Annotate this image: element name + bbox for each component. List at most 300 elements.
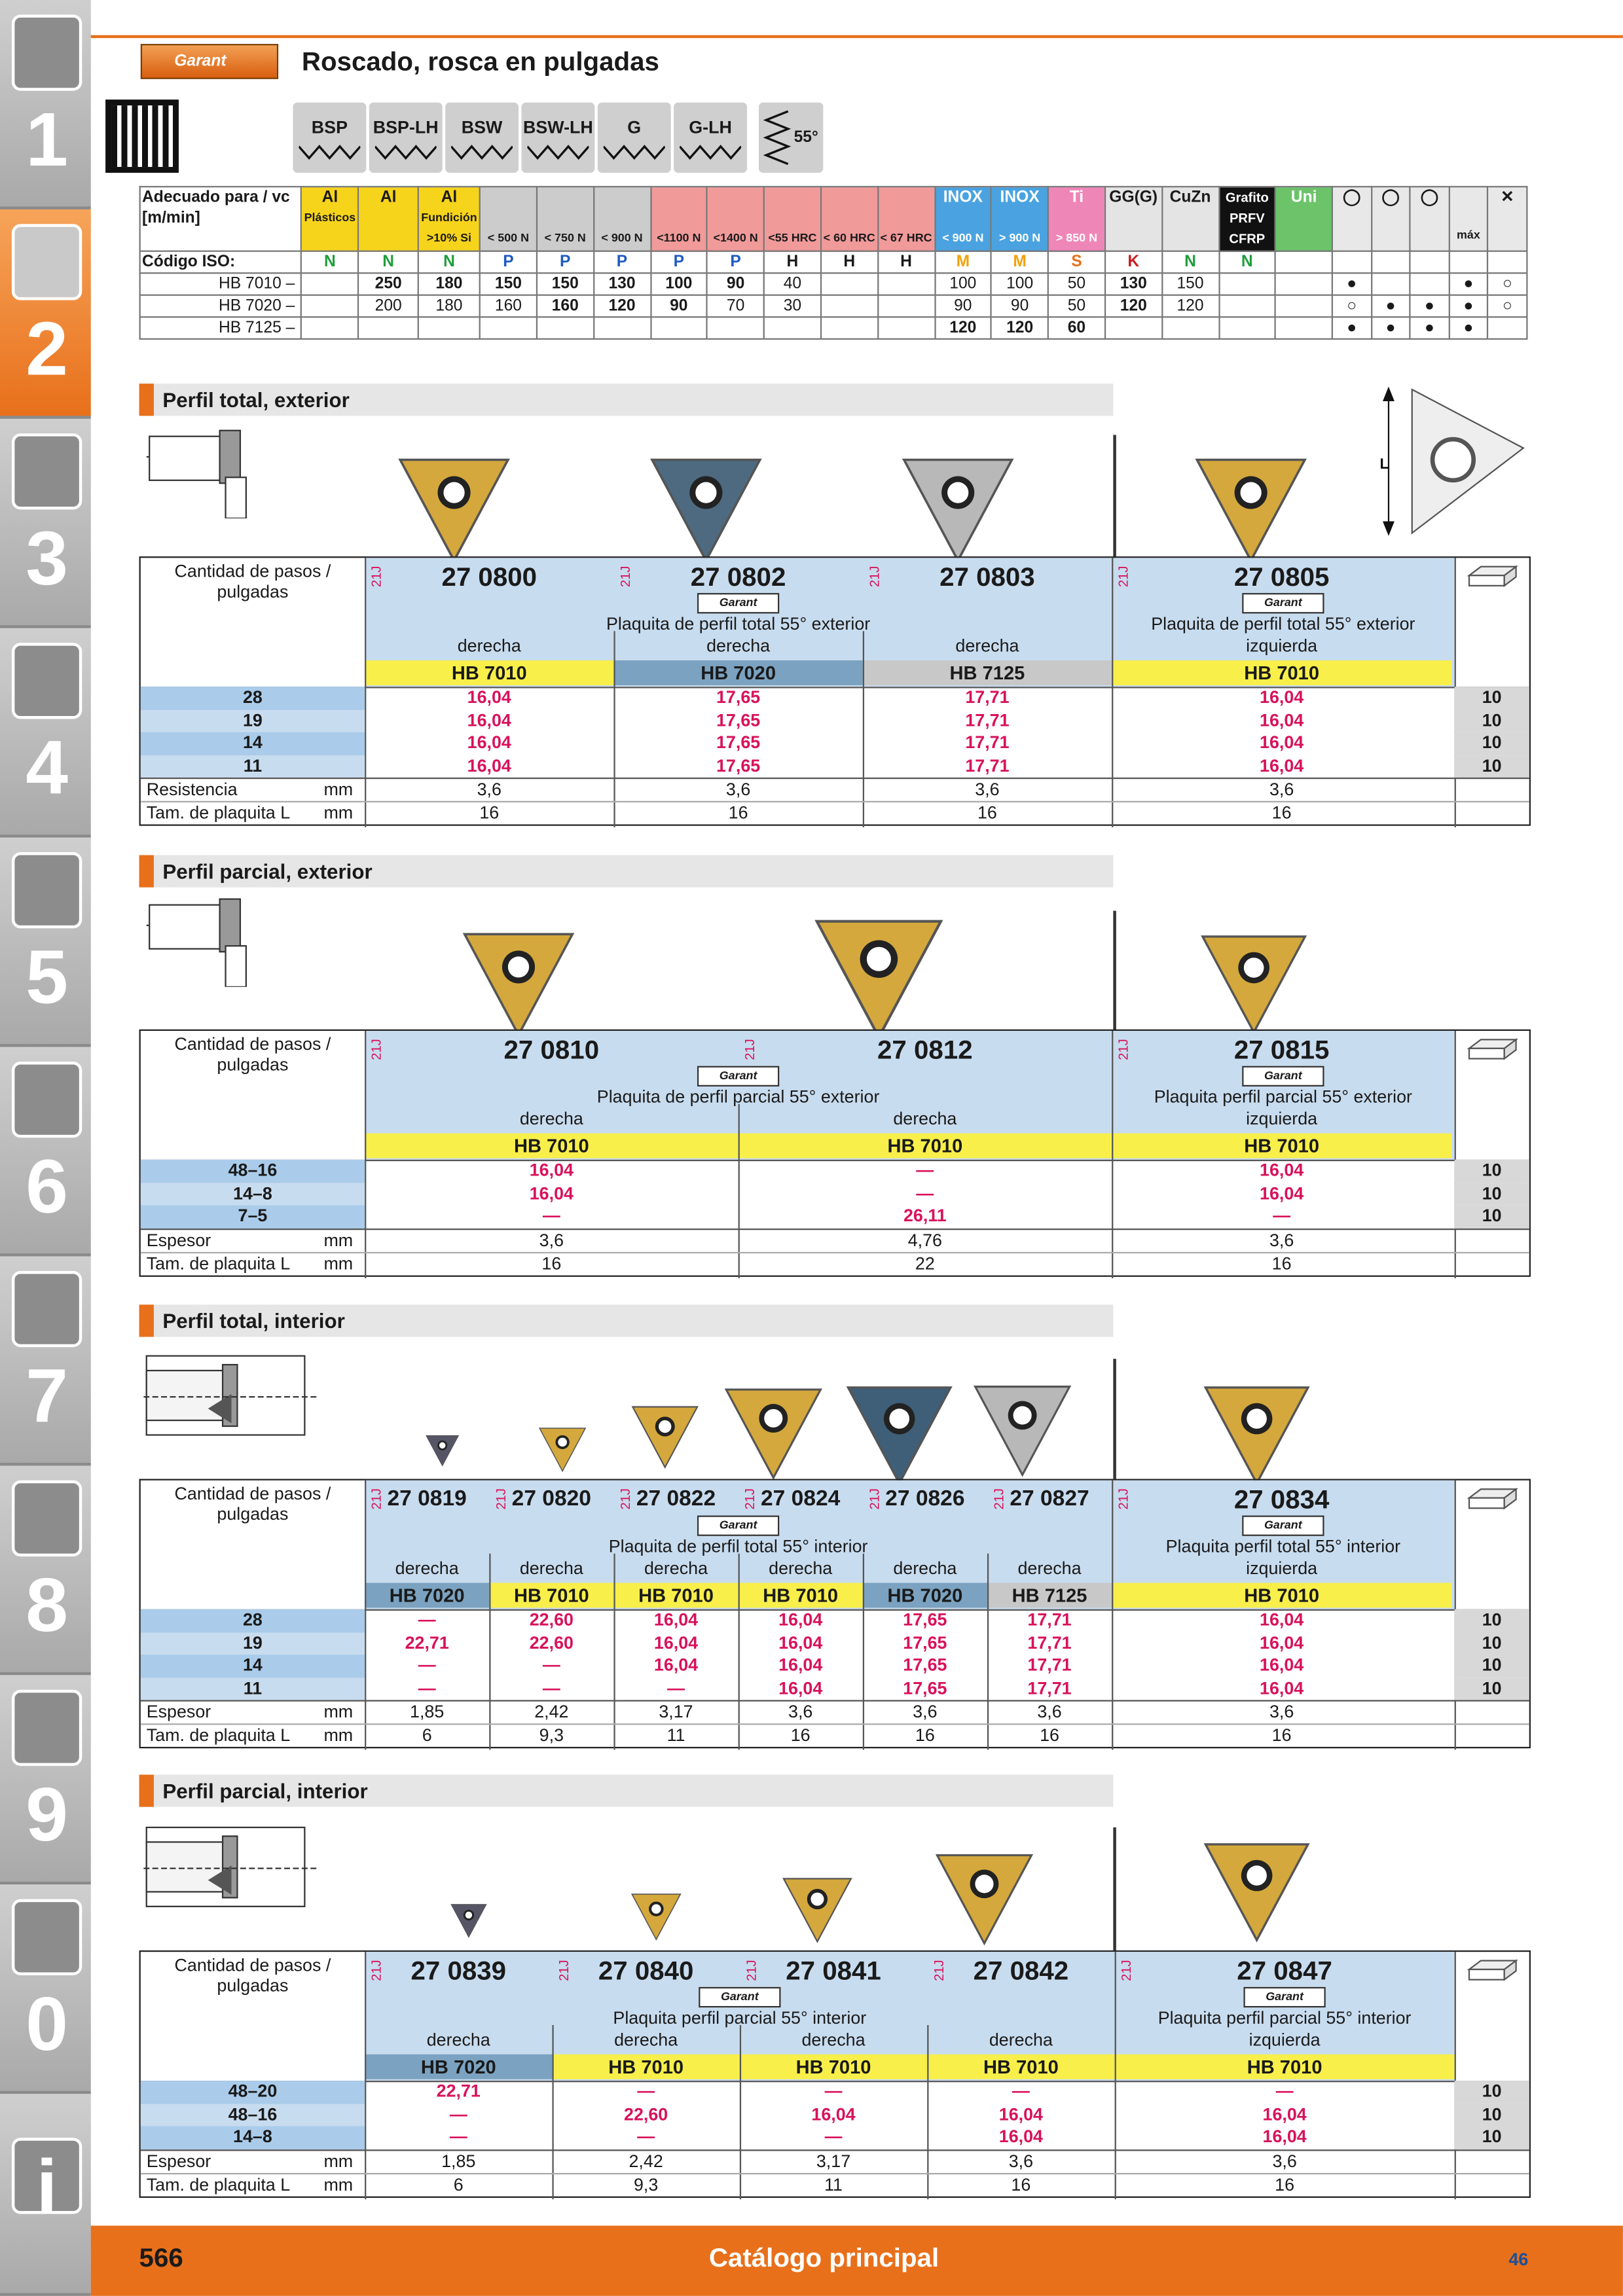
insert-image-27-0839 xyxy=(450,1901,488,1946)
hand-label: derecha xyxy=(519,1108,583,1129)
pitch-value: 28 xyxy=(242,687,263,708)
dimension-value: 3,17 xyxy=(816,2150,851,2171)
price-cell[interactable]: 16,04 xyxy=(467,709,511,730)
article-number: 27 0819 xyxy=(387,1486,467,1511)
code-tag: 21J xyxy=(369,1960,384,1981)
price-cell[interactable]: 16,04 xyxy=(998,2103,1043,2125)
article-number: 27 0839 xyxy=(410,1956,507,1986)
hand-label: derecha xyxy=(519,1558,583,1579)
grade-label: HB 7010 xyxy=(613,1583,738,1607)
dimension-value: 1,85 xyxy=(441,2150,476,2171)
hand-label: derecha xyxy=(457,635,521,656)
dimension-value: 3,6 xyxy=(1037,1701,1062,1722)
grade-label: HB 7020 xyxy=(365,1583,489,1607)
dimension-value: 16 xyxy=(728,802,748,823)
thread-code-g-lh: G-LH xyxy=(674,103,747,173)
dimension-value: 11 xyxy=(666,1725,685,1746)
pitch-value: 28 xyxy=(242,1609,263,1630)
garant-mini-logo: Garant xyxy=(365,590,1112,614)
thread-code-g: G xyxy=(598,103,671,173)
dimension-value: 11 xyxy=(824,2174,843,2195)
dimension-value: 16 xyxy=(915,1725,935,1746)
pack-quantity: 10 xyxy=(1482,1159,1502,1181)
hand-label: derecha xyxy=(426,2029,490,2051)
price-cell[interactable]: — xyxy=(418,1655,436,1676)
pitch-value: 7–5 xyxy=(238,1205,268,1226)
price-cell[interactable]: 16,04 xyxy=(1260,1677,1304,1698)
price-cell[interactable]: 22,60 xyxy=(529,1632,574,1653)
price-cell[interactable]: 16,04 xyxy=(653,1655,699,1676)
price-cell[interactable]: 17,65 xyxy=(716,709,761,730)
chapter-tab-1[interactable]: 1 xyxy=(0,0,91,209)
shape-round-icon: ◯ xyxy=(1332,187,1371,251)
dimension-label: Espesor xyxy=(146,1701,211,1722)
grade-label: HB 7010 xyxy=(739,1583,863,1607)
insert-image-27-0810 xyxy=(460,922,577,1047)
pack-quantity: 10 xyxy=(1482,1677,1502,1698)
article-number: 27 0820 xyxy=(511,1486,591,1511)
hand-label: derecha xyxy=(989,2029,1053,2051)
dimension-value: 22 xyxy=(915,1252,935,1274)
toolbox-icon xyxy=(12,1480,82,1556)
code-tag: 21J xyxy=(369,1488,384,1510)
insert-image-27-0827 xyxy=(971,1376,1074,1486)
price-cell[interactable]: 16,04 xyxy=(1260,687,1304,708)
dimension-value: 4,76 xyxy=(907,1229,942,1250)
dimension-value: 16 xyxy=(1271,1252,1292,1274)
grade-label: HB 7010 xyxy=(1115,2054,1455,2079)
hand-label: derecha xyxy=(395,1558,459,1579)
thread-code-bsp-lh: BSP-LH xyxy=(369,103,443,173)
dimension-value: 3,6 xyxy=(725,779,751,800)
insert-description: Plaquita de perfil parcial 55° exterior xyxy=(596,1086,880,1107)
insert-image-27-0824 xyxy=(722,1379,825,1489)
pack-quantity: 10 xyxy=(1482,709,1502,730)
code-tag: 21J xyxy=(556,1960,572,1981)
material-suitability-table: Adecuado para / vc [m/min] Al Plásticos Al Al Fundición >10% Si < 500 N < 750 N < 900 N <1100 N <1400 N <55 HRC < 60 HRC < 67 HRC INOX < 900 N INOX > 900 N Ti > 850 N GG(G) CuZn Grafito PRFV CFRP Uni ◯ ◯ ◯ máx ✕ Código ISO: N N N P P P P P H H H M M S K N N HB 7010 – 250 180 150 150 130 100 90 40 100 100 50 130 150 ● ● ○ HB 7020 – 200 180 160 160 120 90 70 30 90 90 50 120 120 ○ ● ● ● ○ HB 7125 – 120 120 60 ● ● ● ● xyxy=(139,186,1528,340)
insert-dimension-diagram xyxy=(1371,384,1532,545)
insert-image-27-0812 xyxy=(811,908,946,1050)
dimension-label: Tam. de plaquita L xyxy=(146,802,291,823)
code-tag: 21J xyxy=(369,565,384,588)
pliers-icon xyxy=(12,1271,82,1347)
price-cell[interactable]: — xyxy=(916,1182,934,1203)
price-cell[interactable]: 16,04 xyxy=(778,1632,823,1653)
hand-label: izquierda xyxy=(1246,1558,1318,1579)
hand-label: derecha xyxy=(706,635,771,656)
price-cell[interactable]: 16,04 xyxy=(653,1632,699,1653)
dimension-value: 3,6 xyxy=(1272,2150,1297,2171)
insert-image-27-0820 xyxy=(538,1424,587,1480)
dimension-value: 6 xyxy=(453,2174,464,2195)
section-divider xyxy=(1113,911,1116,1031)
price-cell[interactable]: 17,65 xyxy=(903,1677,947,1698)
chapter-tab-4[interactable]: 4 xyxy=(0,628,91,838)
code-tag: 21J xyxy=(618,565,633,588)
product-table xyxy=(139,556,1531,826)
hand-label: derecha xyxy=(769,1558,833,1579)
caliper-icon xyxy=(12,643,82,719)
insert-description: Plaquita perfil parcial 55° exterior xyxy=(1154,1086,1413,1107)
article-number: 27 0802 xyxy=(690,562,786,592)
grade-row-hb7020: HB 7020 – 200 180 160 160 120 90 70 30 90 90 50 120 120 ○ ● ● ● ○ xyxy=(140,295,1527,317)
pitch-value: 19 xyxy=(242,709,263,730)
price-cell[interactable]: 26,11 xyxy=(903,1205,947,1226)
insert-image-27-0815 xyxy=(1198,925,1309,1044)
grade-label: HB 7010 xyxy=(365,1134,739,1158)
grade-label: HB 7010 xyxy=(1112,1134,1451,1158)
section-divider xyxy=(1113,1827,1116,1950)
tool-schematic-icon xyxy=(143,896,261,987)
grade-label: HB 7010 xyxy=(1112,1583,1451,1607)
pitch-value: 48–20 xyxy=(228,2081,278,2102)
dimension-value: 16 xyxy=(1271,1725,1292,1746)
article-number: 27 0827 xyxy=(1010,1486,1089,1511)
section-title: Perfil total, exterior xyxy=(139,384,1114,416)
chapter-tab-info[interactable]: i xyxy=(0,2094,91,2296)
dimension-value: 2,42 xyxy=(629,2150,663,2171)
drill-icon xyxy=(12,14,82,90)
price-cell[interactable]: 16,04 xyxy=(1260,709,1304,730)
insert-image-27-0826 xyxy=(844,1376,955,1495)
price-cell[interactable]: 16,04 xyxy=(1260,1655,1304,1676)
grinding-disc-icon xyxy=(12,852,82,928)
price-cell[interactable]: 17,65 xyxy=(903,1655,947,1676)
package-box-icon xyxy=(1455,1486,1529,1516)
garant-mini-logo: Garant xyxy=(365,1063,1112,1086)
hand-label: derecha xyxy=(644,1558,708,1579)
article-number: 27 0841 xyxy=(786,1956,881,1986)
hand-label: derecha xyxy=(893,1108,957,1129)
price-cell[interactable]: 17,71 xyxy=(965,732,1010,753)
price-cell[interactable]: 17,65 xyxy=(716,732,761,753)
chapter-tab-2[interactable]: 2 xyxy=(0,209,91,419)
dimension-value: 1,85 xyxy=(410,1701,445,1722)
dimension-value: 16 xyxy=(1040,1725,1059,1746)
code-tag: 21J xyxy=(1119,1960,1134,1981)
price-cell[interactable]: 17,71 xyxy=(1027,1677,1072,1698)
code-tag: 21J xyxy=(1116,1488,1131,1510)
pack-quantity: 10 xyxy=(1482,2103,1502,2125)
coolant-icon: máx xyxy=(1449,187,1487,251)
dimension-value: 3,17 xyxy=(659,1701,693,1722)
code-tag: 21J xyxy=(931,1960,947,1981)
price-cell[interactable]: 17,65 xyxy=(903,1609,947,1630)
code-tag: 21J xyxy=(1116,565,1131,588)
price-cell[interactable]: — xyxy=(667,1677,685,1698)
product-table xyxy=(139,1479,1531,1749)
pack-quantity: 10 xyxy=(1482,1205,1502,1226)
dimension-label: Tam. de plaquita L xyxy=(146,1252,291,1274)
thread-angle-badge: 55° xyxy=(759,103,823,173)
dimension-value: 16 xyxy=(479,802,500,823)
price-cell[interactable]: 22,71 xyxy=(436,2081,481,2102)
insert-image-27-0822 xyxy=(630,1400,700,1478)
price-cell[interactable]: — xyxy=(637,2126,655,2147)
grade-label: HB 7010 xyxy=(489,1583,613,1607)
shape-interrupted-icon: ◯ xyxy=(1371,187,1410,251)
price-cell[interactable]: 22,60 xyxy=(529,1609,574,1630)
pitch-value: 19 xyxy=(242,1632,263,1653)
pitch-label: Cantidad de pasos / pulgadas xyxy=(174,1483,331,1524)
dimension-unit: mm xyxy=(323,779,354,800)
pack-quantity: 10 xyxy=(1482,1655,1502,1676)
price-cell[interactable]: 16,04 xyxy=(467,732,511,753)
price-cell[interactable]: — xyxy=(824,2126,843,2147)
insert-image-27-0802 xyxy=(647,448,765,573)
pitch-label: Cantidad de pasos / pulgadas xyxy=(174,560,331,602)
grade-label: HB 7010 xyxy=(927,2054,1114,2079)
price-cell[interactable]: — xyxy=(1273,1205,1291,1226)
price-cell[interactable]: — xyxy=(542,1655,560,1676)
dimension-value: 16 xyxy=(790,1725,811,1746)
garant-mini-logo: Garant xyxy=(365,1513,1112,1536)
dimension-value: 3,6 xyxy=(913,1701,938,1722)
code-tag: 21J xyxy=(867,1488,882,1510)
dimension-value: 16 xyxy=(1275,2174,1295,2195)
price-cell[interactable]: — xyxy=(449,2103,467,2125)
product-table xyxy=(139,1950,1531,2197)
pitch-value: 14 xyxy=(242,1655,263,1676)
insert-description: Plaquita de perfil total 55° exterior xyxy=(1151,613,1415,634)
price-cell[interactable]: 16,04 xyxy=(1260,1159,1304,1181)
pack-quantity: 10 xyxy=(1482,732,1502,753)
price-cell[interactable]: 16,04 xyxy=(529,1182,574,1203)
hand-label: derecha xyxy=(893,1558,957,1579)
price-cell[interactable]: 22,71 xyxy=(405,1632,449,1653)
code-tag: 21J xyxy=(744,1960,759,1981)
grade-label: HB 7020 xyxy=(613,660,862,685)
package-box-icon xyxy=(1455,1037,1529,1066)
chapter-tab-0[interactable]: 0 xyxy=(0,1884,91,2094)
dimension-value: 3,6 xyxy=(1008,2150,1034,2171)
pitch-value: 11 xyxy=(243,755,263,776)
pack-quantity: 10 xyxy=(1482,1632,1502,1653)
article-number: 27 0822 xyxy=(636,1486,716,1511)
page-number: 566 xyxy=(139,2243,183,2273)
price-cell[interactable]: 17,65 xyxy=(903,1632,947,1653)
price-cell[interactable]: 16,04 xyxy=(1260,732,1304,753)
chapter-sidebar xyxy=(0,0,91,2296)
article-number: 27 0842 xyxy=(973,1956,1069,1986)
turning-insert-icon xyxy=(12,224,82,300)
page-title: Roscado, rosca en pulgadas xyxy=(301,46,659,77)
dimension-value: 9,3 xyxy=(539,1725,564,1746)
dimension-value: 3,6 xyxy=(1269,1229,1294,1250)
dimension-value: 3,6 xyxy=(1269,779,1294,800)
no-coolant-icon: ✕ xyxy=(1488,187,1527,251)
chapter-tab-7[interactable]: 7 xyxy=(0,1257,91,1466)
insert-image-27-0842 xyxy=(933,1845,1036,1955)
dimension-value: 3,6 xyxy=(477,779,501,800)
article-number: 27 0810 xyxy=(503,1035,600,1065)
shape-partial-icon: ◯ xyxy=(1410,187,1449,251)
dimension-label: Espesor xyxy=(146,1229,211,1250)
garant-mini-logo: Garant xyxy=(365,1984,1114,2007)
price-cell[interactable]: 16,04 xyxy=(778,1609,823,1630)
dimension-label: Tam. de plaquita L xyxy=(146,2174,291,2195)
pack-quantity: 10 xyxy=(1482,755,1502,776)
material-label: Adecuado para / vc [m/min] xyxy=(140,187,302,251)
insert-description: Plaquita de perfil total 55° exterior xyxy=(606,613,871,634)
price-cell[interactable]: 16,04 xyxy=(778,1677,823,1698)
grade-label: HB 7010 xyxy=(552,2054,739,2079)
tool-schematic-icon xyxy=(143,1350,261,1441)
pitch-label: Cantidad de pasos / pulgadas xyxy=(174,1033,331,1075)
grade-row-hb7010: HB 7010 – 250 180 150 150 130 100 90 40 100 100 50 130 150 ● ● ○ xyxy=(140,273,1527,295)
pitch-value: 48–16 xyxy=(228,1159,278,1181)
hand-label: izquierda xyxy=(1246,1108,1318,1129)
thread-code-bsp: BSP xyxy=(293,103,366,173)
grade-label: HB 7125 xyxy=(987,1583,1112,1607)
dimension-value: 3,6 xyxy=(1269,1701,1294,1722)
insert-image-27-0805 xyxy=(1192,448,1309,573)
hand-label: derecha xyxy=(1017,1558,1082,1579)
svg-text:L: L xyxy=(1379,455,1389,472)
price-cell[interactable]: 17,71 xyxy=(965,709,1010,730)
price-cell[interactable]: — xyxy=(916,1159,934,1181)
section-title: Perfil parcial, interior xyxy=(139,1774,1114,1806)
article-number: 27 0847 xyxy=(1237,1956,1332,1986)
code-tag: 21J xyxy=(991,1488,1007,1510)
chapter-tab-6[interactable]: 6 xyxy=(0,1047,91,1257)
hand-label: izquierda xyxy=(1249,2029,1321,2051)
price-cell[interactable]: 16,04 xyxy=(1260,1632,1304,1653)
code-tag: 21J xyxy=(742,1039,757,1060)
code-tag: 21J xyxy=(369,1039,384,1060)
price-cell[interactable]: — xyxy=(542,1677,560,1698)
thread-code-bsw: BSW xyxy=(445,103,519,173)
article-number: 27 0800 xyxy=(441,562,538,592)
code-tag: 21J xyxy=(867,565,882,588)
price-cell[interactable]: 16,04 xyxy=(529,1159,574,1181)
pitch-value: 48–16 xyxy=(228,2103,278,2125)
sheet-number: 46 xyxy=(1508,2249,1529,2270)
pack-quantity: 10 xyxy=(1482,1609,1502,1630)
dimension-unit: mm xyxy=(323,1252,354,1274)
price-cell[interactable]: 17,71 xyxy=(1027,1632,1072,1653)
dimension-unit: mm xyxy=(323,1229,354,1250)
wrench-icon xyxy=(12,1062,82,1138)
grade-label: HB 7010 xyxy=(739,1134,1112,1158)
grade-label: HB 7010 xyxy=(365,660,613,685)
price-cell[interactable]: 17,71 xyxy=(965,755,1010,776)
dimension-unit: mm xyxy=(323,2150,354,2171)
insert-image-27-0841 xyxy=(780,1871,854,1952)
chapter-tab-9[interactable]: 9 xyxy=(0,1675,91,1884)
price-cell[interactable]: — xyxy=(418,1677,436,1698)
pitch-value: 14–8 xyxy=(233,1182,272,1203)
price-cell[interactable]: 16,04 xyxy=(1262,2126,1307,2147)
grade-row-hb7125: HB 7125 – 120 120 60 ● ● ● ● xyxy=(140,317,1527,339)
price-cell[interactable]: 17,71 xyxy=(1027,1655,1072,1676)
price-cell[interactable]: 16,04 xyxy=(998,2126,1043,2147)
price-cell[interactable]: 17,71 xyxy=(1027,1609,1072,1630)
price-cell[interactable]: — xyxy=(418,1609,436,1630)
hand-label: derecha xyxy=(614,2029,678,2051)
article-number: 27 0824 xyxy=(760,1486,841,1511)
article-number: 27 0803 xyxy=(939,562,1035,592)
pitch-label: Cantidad de pasos / pulgadas xyxy=(174,1954,331,1996)
dimension-value: 3,6 xyxy=(539,1229,564,1250)
product-table xyxy=(139,1030,1531,1276)
insert-image-27-0834 xyxy=(1201,1376,1313,1495)
package-box-icon xyxy=(1455,1958,1529,1987)
code-tag: 21J xyxy=(1116,1039,1131,1060)
price-cell[interactable]: 16,04 xyxy=(1260,1182,1304,1203)
garant-mini-logo: Garant xyxy=(1112,1513,1455,1536)
price-cell[interactable]: 16,04 xyxy=(778,1655,823,1676)
dimension-unit: mm xyxy=(323,2174,354,2195)
dimension-value: 16 xyxy=(541,1252,562,1274)
price-cell[interactable]: — xyxy=(1275,2081,1294,2102)
tool-schematic-icon xyxy=(143,427,261,518)
section-title: Perfil total, interior xyxy=(139,1304,1114,1336)
price-cell[interactable]: 16,04 xyxy=(467,687,511,708)
grade-label: HB 7125 xyxy=(863,660,1112,685)
thread-code-bsw-lh: BSW-LH xyxy=(521,103,594,173)
price-cell[interactable]: — xyxy=(449,2126,467,2147)
price-cell[interactable]: 17,71 xyxy=(965,687,1010,708)
section-title: Perfil parcial, exterior xyxy=(139,855,1114,888)
price-cell[interactable]: 22,60 xyxy=(624,2103,668,2125)
article-number: 27 0812 xyxy=(877,1035,973,1065)
article-number: 27 0826 xyxy=(885,1486,965,1511)
dimension-value: 16 xyxy=(1011,2174,1031,2195)
cabinet-icon xyxy=(12,1690,82,1766)
insert-image-27-0803 xyxy=(900,448,1017,573)
price-cell[interactable]: 16,04 xyxy=(811,2103,856,2125)
price-cell[interactable]: 16,04 xyxy=(467,755,511,776)
dimension-unit: mm xyxy=(323,1725,354,1746)
code-tag: 21J xyxy=(618,1488,633,1510)
price-cell[interactable]: 16,04 xyxy=(653,1609,699,1630)
price-cell[interactable]: — xyxy=(1012,2081,1030,2102)
dimension-value: 3,6 xyxy=(788,1701,813,1722)
qr-code-icon[interactable] xyxy=(105,99,179,173)
pack-quantity: 10 xyxy=(1482,2081,1502,2102)
insert-description: Plaquita perfil total 55° interior xyxy=(1165,1535,1401,1557)
price-cell[interactable]: 16,04 xyxy=(1262,2103,1307,2125)
price-cell[interactable]: 17,65 xyxy=(716,755,761,776)
garant-mini-logo: Garant xyxy=(1115,1984,1455,2007)
price-cell[interactable]: — xyxy=(542,1205,560,1226)
garant-logo: Garant xyxy=(141,44,278,79)
dimension-value: 2,42 xyxy=(534,1701,569,1722)
section-divider xyxy=(1113,435,1116,558)
header-rule xyxy=(91,35,1623,38)
dimension-unit: mm xyxy=(323,802,354,823)
price-cell[interactable]: — xyxy=(824,2081,843,2102)
price-cell[interactable]: 17,65 xyxy=(716,687,761,708)
insert-image-27-0819 xyxy=(425,1432,460,1475)
chapter-tab-8[interactable]: 8 xyxy=(0,1465,91,1675)
dimension-value: 16 xyxy=(977,802,997,823)
price-cell[interactable]: 16,04 xyxy=(1260,755,1304,776)
grade-label: HB 7020 xyxy=(365,2054,552,2079)
article-number: 27 0834 xyxy=(1233,1484,1330,1515)
chapter-tab-3[interactable]: 3 xyxy=(0,419,91,628)
dimension-unit: mm xyxy=(323,1701,354,1722)
price-cell[interactable]: — xyxy=(637,2081,655,2102)
chapter-tab-5[interactable]: 5 xyxy=(0,838,91,1047)
article-number: 27 0815 xyxy=(1233,1035,1330,1065)
price-cell[interactable]: 16,04 xyxy=(1260,1609,1304,1630)
safety-glasses-icon xyxy=(12,1899,82,1975)
insert-description: Plaquita perfil parcial 55° interior xyxy=(1158,2007,1412,2028)
article-number: 27 0840 xyxy=(598,1956,694,1986)
hand-label: derecha xyxy=(955,635,1019,656)
